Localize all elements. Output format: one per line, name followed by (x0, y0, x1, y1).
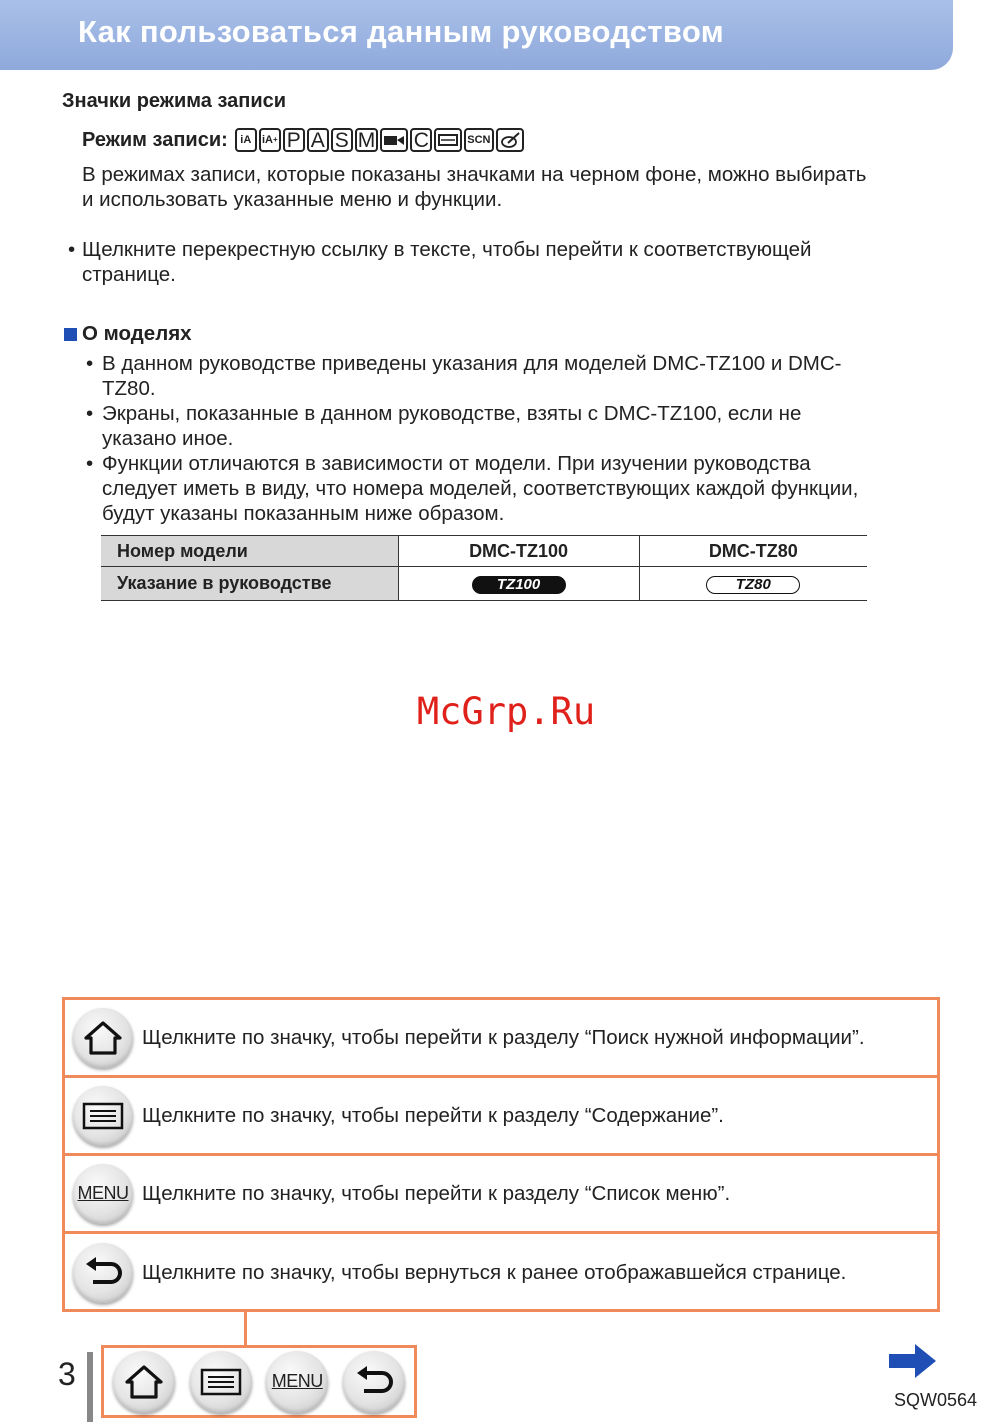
mode-s-icon: S (331, 128, 353, 152)
mode-c-icon: C (410, 128, 432, 152)
back-icon[interactable] (73, 1243, 133, 1303)
mode-movie-icon (380, 128, 408, 152)
contents-button[interactable] (190, 1351, 252, 1413)
bottom-nav-bar (101, 1345, 417, 1418)
mode-creative-icon (496, 128, 524, 152)
nav-help-row-back: Щелкните по значку, чтобы вернуться к ранее отображавшейся странице. (65, 1234, 937, 1312)
table-label-model: Номер модели (101, 536, 398, 567)
model-name-tz80: DMC-TZ80 (639, 536, 867, 567)
menu-icon[interactable]: MENU (73, 1164, 133, 1224)
recording-mode-label: Режим записи: (82, 128, 228, 151)
badge-tz100: TZ100 (472, 576, 566, 594)
back-button[interactable] (343, 1351, 405, 1413)
models-bullets (86, 351, 936, 526)
nav-help-box (62, 997, 940, 1312)
mode-m-icon: M (355, 128, 379, 152)
page-number: 3 (58, 1356, 76, 1392)
doc-code: SQW0564 (894, 1390, 978, 1410)
mode-ia-plus-icon: iA + (259, 128, 281, 152)
mode-p-icon: P (283, 128, 305, 152)
table-row (101, 567, 867, 601)
home-icon[interactable] (73, 1008, 133, 1068)
page-divider (87, 1352, 93, 1422)
list-item: • Экраны, показанные в данном руководстве, взяты с DMC-TZ100, если не указано иное. (86, 402, 802, 450)
connector-line (244, 1312, 247, 1346)
page-title: Как пользоваться данным руководством (78, 14, 724, 49)
table-row (101, 536, 867, 567)
mode-a-icon: A (307, 128, 329, 152)
badge-tz80: TZ80 (706, 576, 800, 594)
menu-button[interactable]: MENU (266, 1351, 328, 1413)
models-table (101, 535, 867, 601)
nav-help-row-home: Щелкните по значку, чтобы перейти к разделу “Поиск нужной информации”. (65, 1000, 937, 1078)
arrow-right-icon[interactable] (889, 1342, 937, 1385)
mode-scn-icon: SCN (464, 128, 493, 152)
home-button[interactable] (113, 1351, 175, 1413)
recording-mode-line (82, 126, 526, 154)
model-name-tz100: DMC-TZ100 (398, 536, 639, 567)
nav-help-row-menu: MENU Щелкните по значку, чтобы перейти к разделу “Список меню”. (65, 1156, 937, 1234)
mode-ia-icon: iA (235, 128, 257, 152)
list-item: • Функции отличаются в зависимости от модели. При изучении руководства следует иметь в виду, что номера моделей, соответствующих каждой функции, будут указаны показанным ниже образом. (86, 452, 859, 525)
table-label-indication: Указание в руководстве (101, 567, 398, 601)
nav-help-row-contents: Щелкните по значку, чтобы перейти к разделу “Содержание”. (65, 1078, 937, 1156)
contents-icon[interactable] (73, 1086, 133, 1146)
crossref-note: • Щелкните перекрестную ссылку в тексте, чтобы перейти к соответствующей странице. (68, 238, 812, 286)
mode-icons (235, 128, 526, 152)
section-title: Значки режима записи (62, 90, 287, 112)
header-banner (0, 0, 953, 70)
list-item: • В данном руководстве приведены указания для моделей DMC-TZ100 и DMC- TZ80. (86, 352, 842, 400)
watermark: McGrp.Ru (416, 690, 596, 733)
mode-panorama-icon (434, 128, 462, 152)
square-bullet-icon (64, 328, 77, 341)
recording-description: В режимах записи, которые показаны значками на черном фоне, можно выбирать и использовать указанные меню и функции. (82, 163, 867, 211)
models-heading: О моделях (64, 322, 192, 346)
